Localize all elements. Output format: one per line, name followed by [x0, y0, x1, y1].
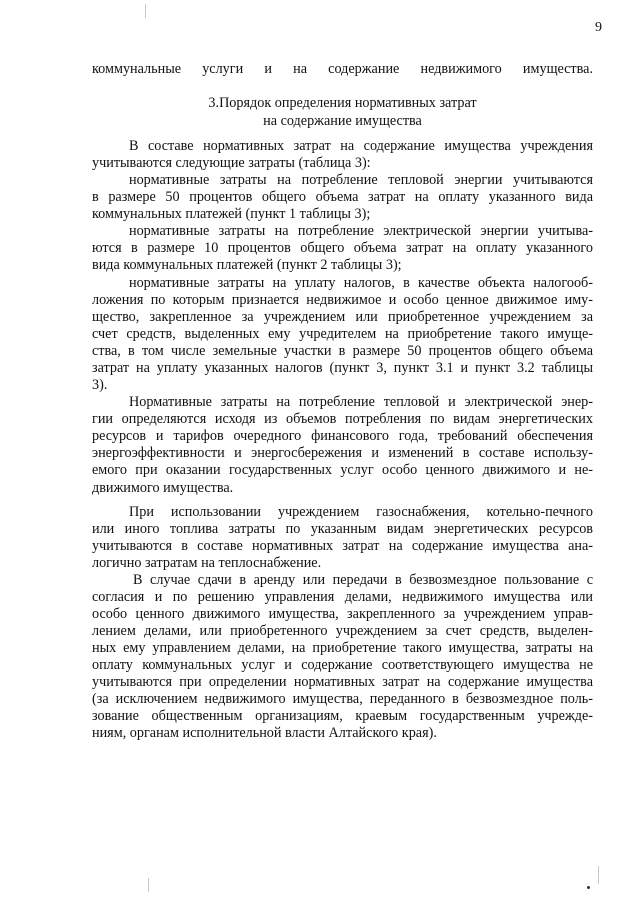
paragraph-line: ются в размере 10 процентов общего объема затрат на оплату указанного	[92, 240, 593, 256]
paragraph-line: ресурсов и тарифов очередного финансового года, требований обеспечения	[92, 428, 593, 444]
paragraph-line: нормативные затраты на потребление электрической энергии учитыва-	[129, 223, 593, 239]
paragraph-line: 3).	[92, 377, 108, 393]
lead-line: коммунальные услуги и на содержание недвижимого имущества.	[92, 61, 593, 77]
paragraph-line: емого при оказании государственных услуг особо ценного движимого и не-	[92, 462, 593, 478]
scan-artifact-left	[148, 878, 149, 892]
paragraph-line: вида коммунальных платежей (пункт 2 таблицы 3);	[92, 257, 402, 273]
paragraph-line: счет средств, выделенных ему учредителем на приобретение такого имуще-	[92, 326, 593, 342]
paragraph-line: или иного топлива затраты по указанным видам энергетических ресурсов	[92, 521, 593, 537]
paragraph-line: энергоэффективности и энергосбережения и изменений в составе использу-	[92, 445, 593, 461]
scan-artifact-right	[598, 866, 599, 884]
paragraph-line: щество, закрепленное за учреждением или приобретенное учреждением за	[92, 309, 593, 325]
paragraph-line: коммунальных платежей (пункт 1 таблицы 3);	[92, 206, 371, 222]
paragraph-line: согласия и по решению управления делами, недвижимого имущества или	[92, 589, 593, 605]
paragraph-line: ложения по которым признается недвижимое и особо ценное движимое иму-	[92, 292, 593, 308]
paragraph-line: В случае сдачи в аренду или передачи в безвозмездное пользование с	[133, 572, 593, 588]
paragraph-line: ных ему управлением делами, на приобретение такого имущества, затраты на	[92, 640, 593, 656]
scan-dot	[587, 886, 590, 889]
paragraph-line: в размере 50 процентов общего объема затрат на оплату указанного вида	[92, 189, 593, 205]
paragraph-line: оплату коммунальных услуг и содержание соответствующего имущества не	[92, 657, 593, 673]
paragraph-line: особо ценного движимого имущества, закрепленного за учреждением управ-	[92, 606, 593, 622]
paragraph-line: затрат на уплату указанных налогов (пункт 3, пункт 3.1 и пункт 3.2 таблицы	[92, 360, 593, 376]
page-number: 9	[595, 20, 602, 35]
paragraph-line: зование общественным организациям, краевым государственным учрежде-	[92, 708, 593, 724]
paragraph-line: логично затратам на теплоснабжение.	[92, 555, 322, 571]
paragraph-line: В составе нормативных затрат на содержание имущества учреждения	[129, 138, 593, 154]
paragraph-line: (за исключением недвижимого имущества, переданного в безвозмездное поль-	[92, 691, 593, 707]
paragraph-line: При использовании учреждением газоснабжения, котельно-печного	[129, 504, 593, 520]
paragraph-line: движимого имущества.	[92, 480, 234, 496]
paragraph-line: учитываются при определении нормативных затрат на содержание имущества	[92, 674, 593, 690]
section-title-line-1: 3.Порядок определения нормативных затрат	[208, 95, 477, 111]
scan-artifact-top	[145, 4, 146, 18]
paragraph-line: ства, в том числе земельные участки в размере 50 процентов общего объема	[92, 343, 593, 359]
paragraph-line: лением делами, или приобретенного учреждением за счет средств, выделен-	[92, 623, 593, 639]
paragraph-line: учитываются в составе нормативных затрат на содержание имущества ана-	[92, 538, 593, 554]
section-title-line-2: на содержание имущества	[263, 113, 422, 129]
paragraph-line: нормативные затраты на потребление тепловой энергии учитываются	[129, 172, 593, 188]
paragraph-line: Нормативные затраты на потребление тепловой и электрической энер-	[129, 394, 593, 410]
paragraph-line: нормативные затраты на уплату налогов, в качестве объекта налогооб-	[129, 275, 593, 291]
paragraph-line: учитываются следующие затраты (таблица 3):	[92, 155, 371, 171]
paragraph-line: гии определяются исходя из объемов потребления по видам энергетических	[92, 411, 593, 427]
paragraph-line: ниям, органам исполнительной власти Алтайского края).	[92, 725, 437, 741]
